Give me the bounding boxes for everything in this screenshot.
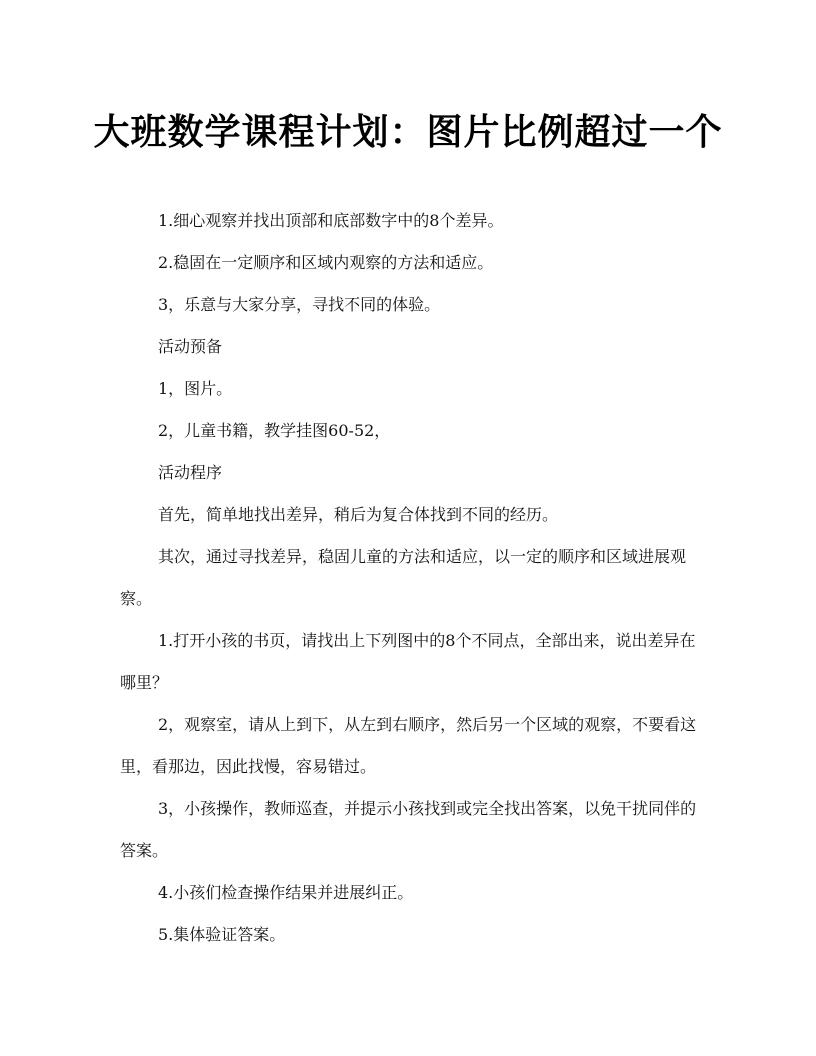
section-heading-procedure: 活动程序 <box>158 463 223 482</box>
paragraph-step-4: 4.小孩们检查操作结果并进展纠正。 <box>158 883 414 902</box>
paragraph-goal-1: 1.细心观察并找出顶部和底部数字中的8个差异。 <box>158 211 504 230</box>
page-title: 大班数学课程计划：图片比例超过一个 <box>93 111 723 153</box>
paragraph-step-5: 5.集体验证答案。 <box>158 925 286 944</box>
document-body <box>120 200 700 956</box>
paragraph-prep-2: 2，儿童书籍，教学挂图60-52， <box>158 421 391 440</box>
paragraph-step-3: 3，小孩操作，教师巡查，并提示小孩找到或完全找出答案，以免干扰同伴的答案。 <box>120 799 697 860</box>
paragraph-procedure-second: 其次，通过寻找差异，稳固儿童的方法和适应，以一定的顺序和区域进展观察。 <box>120 547 687 608</box>
paragraph-step-2: 2，观察室，请从上到下，从左到右顺序，然后另一个区域的观察，不要看这里，看那边，因此找慢，容易错过。 <box>120 715 697 776</box>
paragraph-prep-1: 1，图片。 <box>158 379 233 398</box>
paragraph-goal-3: 3，乐意与大家分享，寻找不同的体验。 <box>158 295 441 314</box>
paragraph-goal-2: 2.稳固在一定顺序和区域内观察的方法和适应。 <box>158 253 494 272</box>
paragraph-procedure-first: 首先，简单地找出差异，稍后为复合体找到不同的经历。 <box>158 505 559 524</box>
paragraph-step-1: 1.打开小孩的书页，请找出上下列图中的8个不同点，全部出来，说出差异在哪里？ <box>120 631 696 692</box>
section-heading-preparation: 活动预备 <box>158 337 223 356</box>
